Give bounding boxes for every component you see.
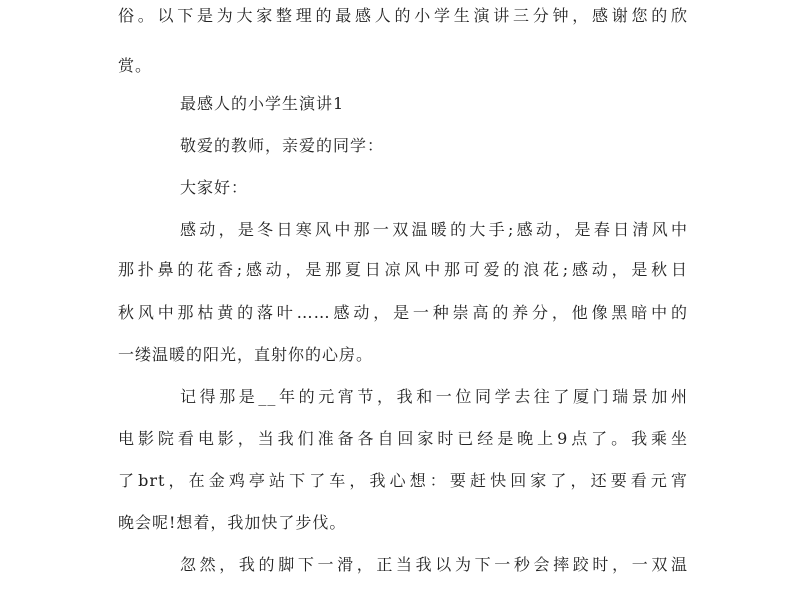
paragraph-line: 秋风中那枯黄的落叶……感动，是一种崇高的养分，他像黑暗中的 <box>118 303 688 322</box>
paragraph-line: 感动，是冬日寒风中那一双温暖的大手;感动，是春日清风中 <box>180 220 688 239</box>
paragraph-line: 俗。以下是为大家整理的最感人的小学生演讲三分钟，感谢您的欣 <box>118 6 688 25</box>
greeting: 大家好： <box>180 178 249 197</box>
paragraph-line: 一缕温暖的阳光，直射你的心房。 <box>118 345 374 364</box>
salutation: 敬爱的教师，亲爱的同学： <box>180 136 385 155</box>
paragraph-line: 晚会呢!想着，我加快了步伐。 <box>118 513 347 532</box>
paragraph-line: 赏。 <box>118 56 153 75</box>
section-heading: 最感人的小学生演讲1 <box>180 94 345 113</box>
paragraph-line: 忽然，我的脚下一滑，正当我以为下一秒会摔跤时，一双温 <box>180 555 688 574</box>
paragraph-line: 记得那是__年的元宵节，我和一位同学去往了厦门瑞景加州 <box>180 387 688 406</box>
paragraph-line: 那扑鼻的花香;感动，是那夏日凉风中那可爱的浪花;感动，是秋日 <box>118 260 688 279</box>
paragraph-line: 了brt，在金鸡亭站下了车，我心想：要赶快回家了，还要看元宵 <box>118 471 688 490</box>
paragraph-line: 电影院看电影，当我们准备各自回家时已经是晚上9点了。我乘坐 <box>118 429 688 448</box>
